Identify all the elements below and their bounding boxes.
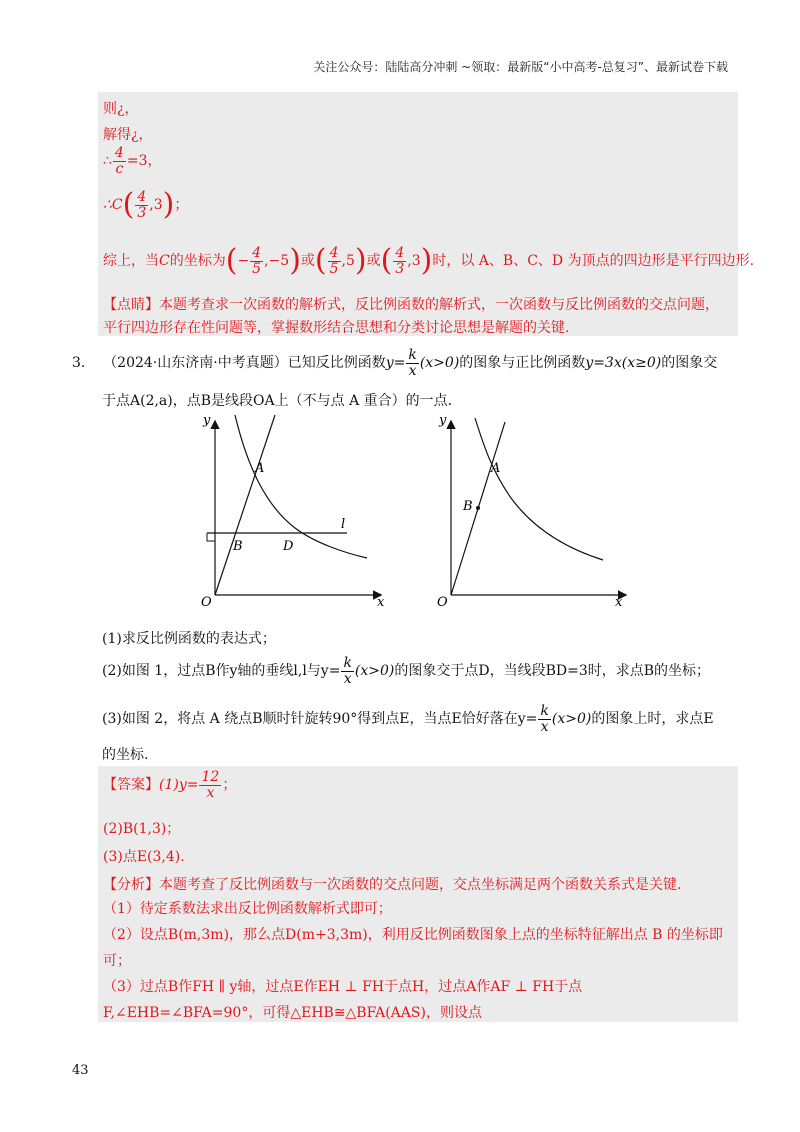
- point-b-dot: [476, 506, 480, 510]
- analysis-intro: 【分析】本题考查了反比例函数与一次函数的交点问题，交点坐标满足两个函数关系式是关键.: [103, 877, 682, 893]
- fig1-o-label: O: [201, 595, 212, 610]
- point-c-label: ∴C: [103, 197, 123, 214]
- fig1-d-label: D: [283, 539, 294, 554]
- page-number: 43: [72, 1063, 89, 1078]
- answer-3: (3)点E(3,4).: [103, 849, 185, 865]
- analysis-tag: 【分析】: [103, 877, 159, 893]
- summary-line: 综上，当C的坐标为(− $\frac{4}{5}$ ,−5)或( $\frac{4}{5}$ ,5)或( $\frac{4}{3}$ ,3)时，以 A、B、C、D 为顶点的四边形是平行四边形.: [103, 243, 755, 279]
- analysis-step-1: （1）待定系数法求出反比例函数解析式即可；: [103, 901, 392, 917]
- fig1-a-label: A: [255, 461, 265, 476]
- fig1-l-label: l: [341, 517, 346, 532]
- problem-number: 3.: [72, 355, 86, 372]
- semicolon: ；: [174, 197, 189, 214]
- fig1-y-label: y: [203, 413, 211, 428]
- fig1-b-label: B: [233, 539, 243, 554]
- prev-line-4: ∴C( $\frac{4}{3}$ ,3)；: [103, 187, 189, 223]
- hyperbola-curve: [475, 418, 603, 560]
- figure-2: [425, 410, 630, 610]
- fraction-4-over-c: $\frac{4}{c}$: [114, 145, 124, 177]
- fig2-y-label: y: [439, 413, 447, 428]
- analysis-step-3b: F,∠EHB=∠BFA=90°，可得△EHB≅△BFA(AAS)，则设点: [103, 1005, 482, 1021]
- line-oa: [215, 415, 275, 595]
- prev-line-3: [103, 146, 161, 176]
- analysis-step-2b: 可；: [103, 953, 131, 969]
- comment-line-1: 【点睛】本题考查求一次函数的解析式，反比例函数的解析式，一次函数与反比例函数的交点问题，: [103, 297, 719, 313]
- fraction-4-3: $\frac{4}{3}$: [137, 189, 147, 221]
- question-3-line-2: 的坐标.: [102, 747, 149, 763]
- fig2-b-label: B: [463, 499, 473, 514]
- coord-y: ,3: [149, 197, 163, 214]
- comment-line-2: 平行四边形存在性问题等，掌握数形结合思想和分类讨论思想是解题的关键.: [103, 320, 570, 336]
- fig2-x-label: x: [615, 595, 623, 610]
- answer-tag: 【答案】: [103, 777, 159, 794]
- analysis-step-3a: （3）过点B作FH ∥ y轴，过点E作EH ⊥ FH于点H，过点A作AF ⊥ FH于点: [103, 979, 583, 995]
- comment-tag: 【点睛】: [103, 297, 159, 313]
- fig2-a-label: A: [491, 461, 501, 476]
- fig2-o-label: O: [437, 595, 448, 610]
- answer-2: (2)B(1,3)；: [103, 821, 181, 837]
- therefore-symbol: ∴: [103, 153, 112, 170]
- problem-3-line-1: 3. （2024·山东济南·中考真题）已知反比例函数y= $\frac{k}{x}$ (x>0)的图象与正比例函数y=3x(x≥0)的图象交: [72, 347, 718, 379]
- answer-1: 【答案】(1)y= $\frac{12}{x}$ ；: [103, 769, 237, 801]
- equals-3: =3，: [126, 153, 162, 170]
- prev-line-1: 则¿，: [103, 101, 139, 117]
- problem-3-line-2: 于点A(2,a)，点B是线段OA上（不与点 A 重合）的一点.: [102, 393, 453, 409]
- question-2: (2)如图 1，过点B作y轴的垂线l,l与y= $\frac{k}{x}$ (x>0)的图象交于点D，当线段BD=3时，求点B的坐标；: [102, 655, 711, 687]
- prev-line-2: 解得¿，: [103, 127, 153, 143]
- right-angle-mark: [207, 533, 215, 541]
- figure-1: [185, 410, 385, 610]
- analysis-step-2a: （2）设点B(m,3m)，那么点D(m+3,3m)，利用反比例函数图象上点的坐标特征解出点 B 的坐标即: [103, 927, 723, 943]
- fig1-x-label: x: [377, 595, 385, 610]
- hyperbola-curve: [235, 415, 367, 558]
- question-1: (1)求反比例函数的表达式；: [102, 631, 276, 647]
- page-header: 关注公众号：陆陆高分冲刺 ~领取：最新版“小中高考-总复习”、最新试卷下载: [313, 60, 728, 74]
- question-3-line-1: (3)如图 2，将点 A 绕点B顺时针旋转90°得到点E，当点E恰好落在y= $\frac{k}{x}$ (x>0)的图象上时，求点E: [102, 703, 714, 735]
